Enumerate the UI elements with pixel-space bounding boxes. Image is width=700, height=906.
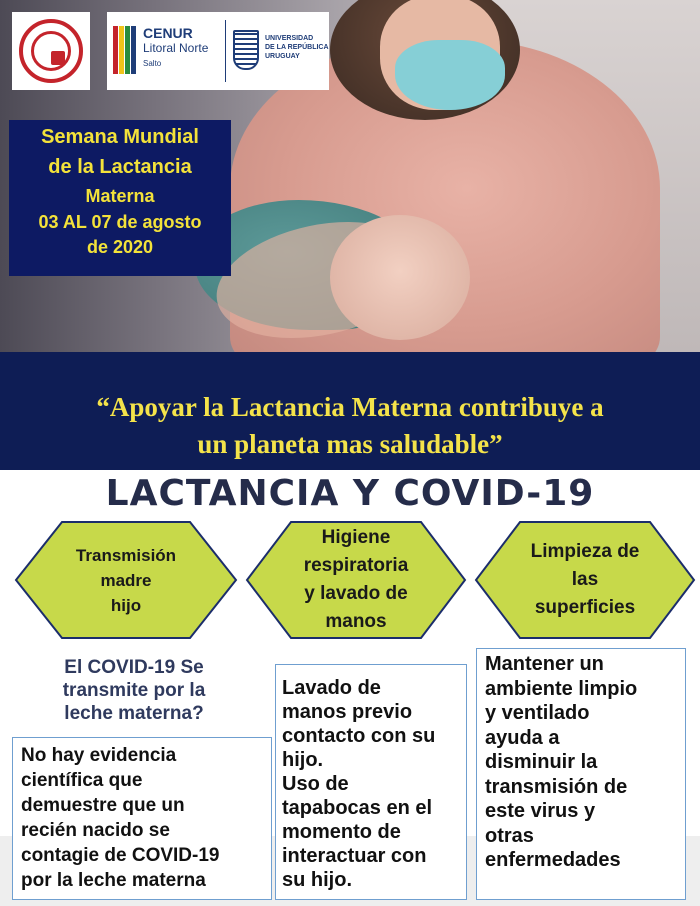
event-line: de la Lactancia	[48, 156, 192, 178]
page-title: LACTANCIA Y COVID-19	[105, 473, 595, 514]
logo-bar	[0, 0, 330, 95]
logo-divider	[225, 20, 226, 82]
cenur-logo-text: CENUR Litoral Norte Salto	[143, 25, 209, 68]
topic-label: Higiene respiratoria y lavado de manos	[303, 527, 409, 632]
topic-hexagon-hygiene	[245, 520, 467, 640]
topic-hexagon-transmission	[14, 520, 238, 640]
baby	[330, 215, 470, 340]
event-line: Semana Mundial	[41, 126, 199, 148]
face-mask	[395, 40, 505, 110]
udelar-shield-icon	[233, 30, 259, 70]
topic-label: Limpieza de las superficies	[530, 541, 640, 618]
question-heading: El COVID-19 Se transmite por la leche materna?	[62, 657, 206, 724]
faculty-seal-icon	[19, 19, 83, 83]
answer-card-cleaning: Mantener un ambiente limpio y ventilado ayuda a disminuir la transmisión de este virus y otras enfermedades	[476, 648, 686, 900]
slogan-text: “Apoyar la Lactancia Materna contribuye a un planeta mas saludable”	[96, 392, 604, 459]
answer-card-hygiene: Lavado de manos previo contacto con su hijo. Uso de tapabocas en el momento de interactuar con su hijo.	[275, 664, 467, 900]
cenur-mark-icon	[113, 26, 135, 74]
event-info-box	[9, 120, 231, 276]
slogan-banner	[0, 352, 700, 470]
event-date: 03 AL 07 de agosto	[38, 212, 202, 232]
event-line: Materna	[85, 186, 155, 206]
answer-card-evidence: No hay evidencia científica que demuestre que un recién nacido se contagie de COVID-19 por la leche materna	[12, 737, 272, 900]
event-year: de 2020	[86, 237, 154, 257]
institution-logos	[107, 12, 329, 90]
topic-hexagon-cleaning	[474, 520, 696, 640]
udelar-logo-text: UNIVERSIDAD DE LA REPÚBLICA URUGUAY	[265, 35, 329, 60]
faculty-logo	[12, 12, 90, 90]
topic-label: Transmisión madre hijo	[75, 545, 177, 615]
